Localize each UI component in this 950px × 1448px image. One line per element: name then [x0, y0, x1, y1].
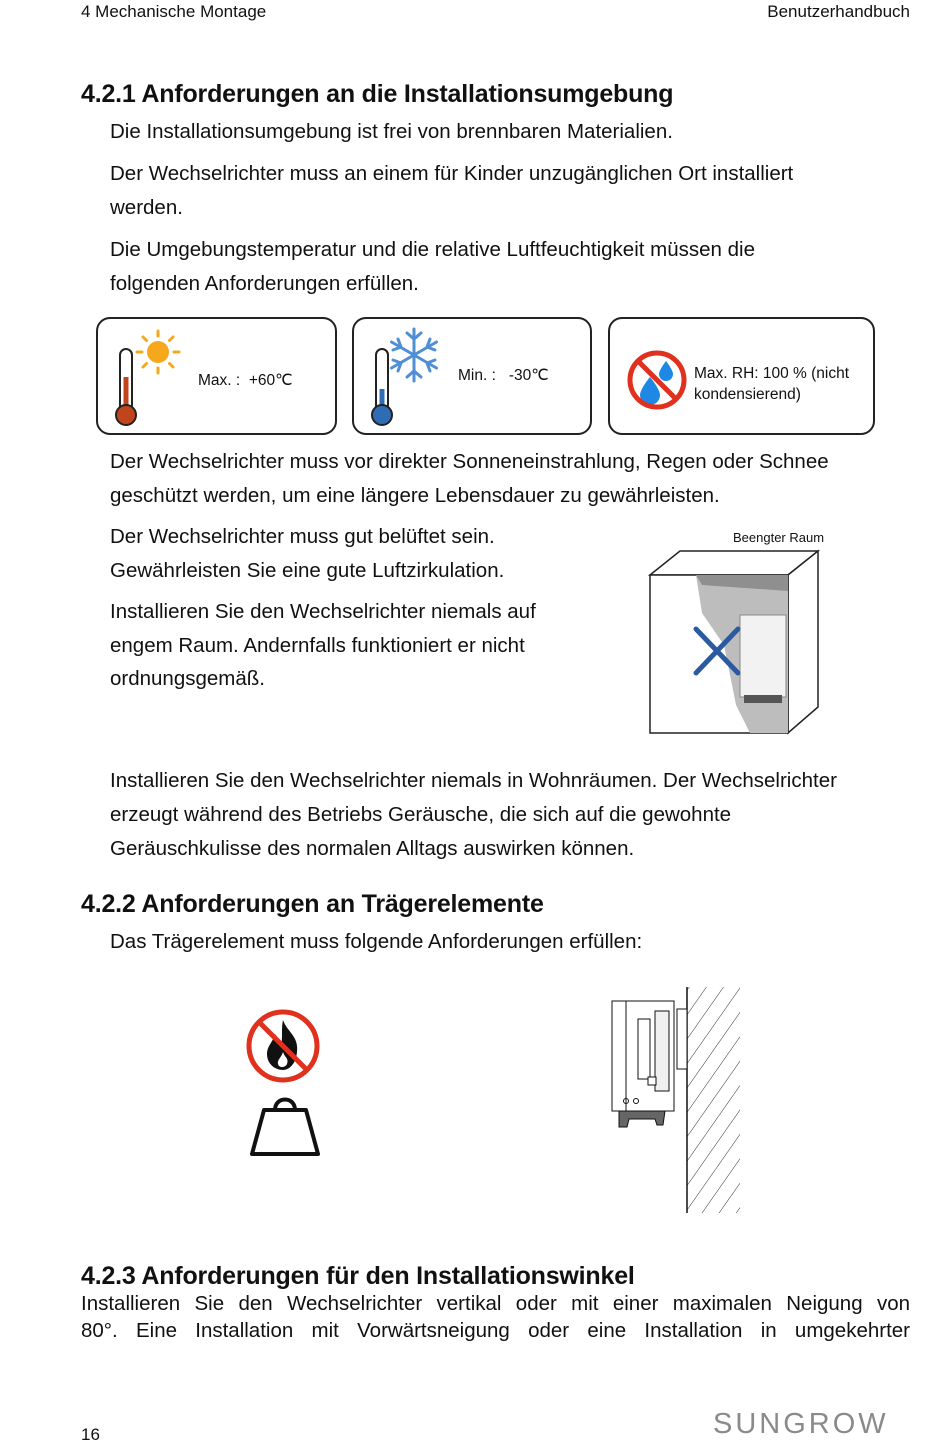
section-title-4-2-3: 4.2.3 Anforderungen für den Installationswinkel [81, 1262, 635, 1290]
snowflake-icon [387, 325, 441, 385]
section-title-4-2-1: 4.2.1 Anforderungen an die Installationsumgebung [81, 80, 674, 108]
paragraph-line: Geräuschkulisse des normalen Alltags auswirken können. [110, 837, 635, 860]
paragraph: Das Trägerelement muss folgende Anforderungen erfüllen: [110, 930, 643, 953]
paragraph-line: Installieren Sie den Wechselrichter vertikal oder mit einer maximalen Neigung von [81, 1292, 910, 1315]
paragraph-line: geschützt werden, um eine längere Lebensdauer zu gewährleisten. [110, 484, 720, 507]
humidity-label-line: kondensierend) [694, 386, 801, 403]
paragraph-line: Gewährleisten Sie eine gute Luftzirkulation. [110, 559, 505, 582]
paragraph-line: engem Raum. Andernfalls funktioniert er nicht [110, 634, 525, 657]
paragraph-line: Installieren Sie den Wechselrichter niemals auf [110, 600, 536, 623]
wall-mounted-inverter-figure [605, 985, 745, 1215]
humidity-label [694, 363, 849, 405]
paragraph-line: Der Wechselrichter muss an einem für Kinder unzugänglichen Ort installiert [110, 162, 794, 185]
paragraph: Die Installationsumgebung ist frei von brennbaren Materialien. [110, 120, 673, 143]
paragraph-line: Der Wechselrichter muss vor direkter Sonneneinstrahlung, Regen oder Schnee [110, 450, 829, 473]
min-temperature-box [352, 317, 592, 435]
confined-space-figure [640, 545, 840, 740]
weight-icon [248, 1090, 322, 1158]
paragraph-line: erzeugt während des Betriebs Geräusche, die sich auf die gewohnte [110, 803, 732, 826]
paragraph-line: Installieren Sie den Wechselrichter niemals in Wohnräumen. Der Wechselrichter [110, 769, 837, 792]
paragraph-line: Die Umgebungstemperatur und die relative Luftfeuchtigkeit müssen die [110, 238, 755, 261]
paragraph-line: folgenden Anforderungen erfüllen. [110, 272, 419, 295]
page-number: 16 [81, 1425, 100, 1444]
max-temperature-label: Max. : +60℃ [198, 372, 293, 389]
humidity-box [608, 317, 875, 435]
sun-icon [133, 327, 183, 377]
paragraph-line: werden. [110, 196, 183, 219]
paragraph-line: Der Wechselrichter muss gut belüftet sein. [110, 525, 495, 548]
no-condensation-icon [626, 349, 688, 411]
no-fire-icon [245, 1008, 321, 1084]
header-manual: Benutzerhandbuch [767, 2, 910, 21]
header-chapter: 4 Mechanische Montage [81, 2, 267, 21]
figure-label: Beengter Raum [733, 530, 825, 545]
paragraph-line: 80°. Eine Installation mit Vorwärtsneigung oder eine Installation in umgekehrter [81, 1319, 910, 1342]
sungrow-logo: SUNGROW [713, 1408, 889, 1440]
section-title-4-2-2: 4.2.2 Anforderungen an Trägerelemente [81, 890, 544, 918]
min-temperature-label: Min. : -30℃ [458, 367, 549, 384]
paragraph-line: ordnungsgemäß. [110, 667, 265, 690]
humidity-label-line: Max. RH: 100 % (nicht [694, 365, 850, 382]
max-temperature-box [96, 317, 337, 435]
